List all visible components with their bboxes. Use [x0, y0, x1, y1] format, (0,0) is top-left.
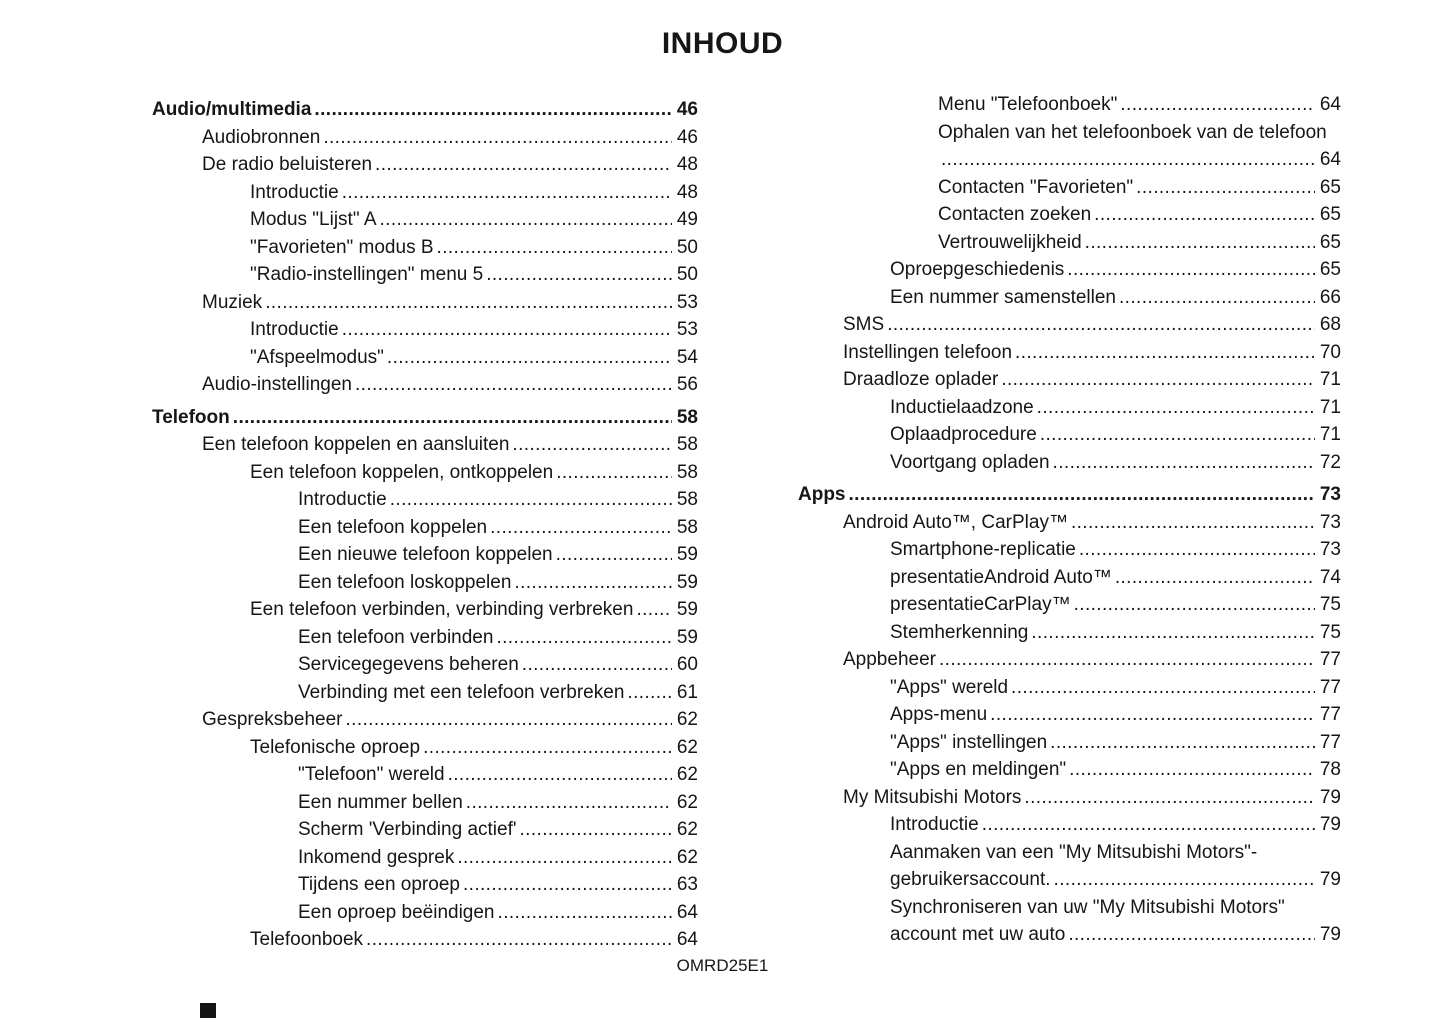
- toc-entry: [798, 339, 1341, 367]
- toc-entry-label: Stemherkenning: [890, 621, 1029, 643]
- page-number: 62: [676, 709, 698, 730]
- toc-entry-label: Vertrouwelijkheid: [938, 231, 1082, 253]
- toc-entry-label: Oplaadprocedure: [890, 424, 1037, 445]
- dot-leader: [457, 844, 672, 872]
- toc-entry-label: Audio/multimedia: [152, 99, 312, 120]
- dot-leader: [939, 646, 1315, 674]
- toc-entry-label: "Telefoon" wereld: [298, 764, 445, 785]
- toc-entry: [798, 481, 1341, 509]
- dot-leader: [390, 486, 672, 514]
- toc-entry-label: Inkomend gesprek: [298, 846, 455, 868]
- dot-leader: [1071, 509, 1315, 537]
- dot-leader: [1040, 421, 1315, 449]
- dot-leader: [1037, 394, 1315, 422]
- toc-entry-label: account met uw auto: [890, 924, 1066, 945]
- toc-entry-label: "Favorieten" modus B: [250, 236, 434, 258]
- page-number: 71: [1319, 369, 1341, 390]
- dot-leader: [342, 179, 672, 207]
- dot-leader: [1053, 449, 1315, 477]
- toc-entry: [798, 229, 1341, 257]
- toc-entry: [798, 91, 1341, 119]
- toc-entry: [152, 261, 698, 289]
- toc-entry: [798, 284, 1341, 312]
- dot-leader: [342, 316, 672, 344]
- toc-entry: [152, 206, 698, 234]
- dot-leader: [345, 706, 671, 734]
- page-number: 64: [676, 901, 698, 923]
- toc-entry-label: Apps-menu: [890, 704, 988, 725]
- page-number: 71: [1319, 424, 1341, 445]
- toc-entry: [152, 816, 698, 844]
- page-number: 58: [676, 489, 698, 510]
- dot-leader: [1120, 91, 1315, 119]
- toc-entry-label: Een telefoon loskoppelen: [298, 571, 512, 593]
- toc-entry-label: Synchroniseren van uw "My Mitsubishi Motors": [890, 896, 1285, 918]
- page-number: 79: [1319, 869, 1341, 890]
- toc-entry: [152, 871, 698, 899]
- toc-entry-label: Introductie: [298, 489, 387, 510]
- toc-entry: [798, 366, 1341, 394]
- toc-entry: [152, 844, 698, 872]
- page-number: 64: [1319, 149, 1341, 170]
- toc-entry: [152, 316, 698, 344]
- dot-leader: [1094, 201, 1315, 229]
- dot-leader: [1074, 591, 1315, 619]
- dot-leader: [380, 206, 672, 234]
- page-number: 79: [1319, 786, 1341, 808]
- page-number: 59: [676, 571, 698, 593]
- page-number: 78: [1319, 759, 1341, 780]
- toc-entry-label: Een telefoon koppelen, ontkoppelen: [250, 461, 554, 483]
- toc-entry: [798, 701, 1341, 729]
- toc-entry-label: Een nummer samenstellen: [890, 286, 1116, 308]
- page-number: 62: [676, 846, 698, 868]
- toc-entry-label: Een telefoon verbinden: [298, 626, 494, 648]
- dot-leader: [323, 124, 672, 152]
- page-number: 62: [676, 736, 698, 758]
- toc-entry: [152, 514, 698, 542]
- page-number: 65: [1319, 259, 1341, 280]
- toc-entry: [798, 784, 1341, 812]
- toc-entry-label: De radio beluisteren: [202, 154, 373, 175]
- toc-entry-label: presentatieCarPlay™: [890, 594, 1071, 615]
- dot-leader: [1136, 174, 1315, 202]
- toc-entry: [152, 706, 698, 734]
- toc-entry: [152, 486, 698, 514]
- dot-leader: [1024, 784, 1314, 812]
- page-number: 46: [676, 99, 698, 120]
- toc-entry-label: Een oproep beëindigen: [298, 901, 495, 923]
- toc-entry: [152, 624, 698, 652]
- dot-leader: [1050, 729, 1315, 757]
- dot-leader: [887, 311, 1315, 339]
- dot-leader: [355, 371, 672, 399]
- page-number: 48: [676, 154, 698, 175]
- toc-entry-label: Aanmaken van een "My Mitsubishi Motors"-: [890, 841, 1258, 863]
- page-number: 46: [676, 126, 698, 148]
- toc-column-left: [152, 91, 698, 954]
- toc-entry-label: Android Auto™, CarPlay™: [843, 511, 1068, 533]
- dot-leader: [636, 596, 671, 624]
- toc-entry-label: Contacten "Favorieten": [938, 176, 1134, 198]
- toc-entry-label: Smartphone-replicatie: [890, 539, 1076, 560]
- dot-leader: [1015, 339, 1315, 367]
- dot-leader: [1115, 564, 1315, 592]
- toc-entry-label: Een nieuwe telefoon koppelen: [298, 544, 553, 565]
- page-number: 77: [1319, 676, 1341, 698]
- dot-leader: [375, 151, 672, 179]
- dot-leader: [522, 651, 672, 679]
- page-number: 48: [676, 181, 698, 203]
- page-number: 74: [1319, 566, 1341, 588]
- page-number: 49: [676, 209, 698, 230]
- page-number: 50: [676, 264, 698, 285]
- dot-leader: [982, 811, 1315, 839]
- toc-entry: [798, 894, 1341, 949]
- page-number: 58: [676, 406, 698, 428]
- page-number: 64: [1319, 94, 1341, 115]
- doc-code: OMRD25E1: [676, 956, 769, 975]
- toc-entry: [798, 564, 1341, 592]
- dot-leader: [849, 481, 1315, 509]
- toc-entry-label: Appbeheer: [843, 649, 936, 670]
- page-number: 58: [676, 434, 698, 455]
- page-number: 73: [1319, 511, 1341, 533]
- dot-leader: [448, 761, 672, 789]
- page-number: 79: [1319, 814, 1341, 835]
- toc-entry-label: Gespreksbeheer: [202, 709, 343, 730]
- dot-leader: [486, 261, 672, 289]
- dot-leader: [941, 146, 1315, 174]
- dot-leader: [498, 899, 672, 927]
- toc-entry: [152, 761, 698, 789]
- dot-leader: [990, 701, 1315, 729]
- toc-entry-label: Modus "Lijst" A: [250, 209, 377, 230]
- toc-entry: [152, 596, 698, 624]
- dot-leader: [1068, 921, 1315, 949]
- toc-entry: [798, 811, 1341, 839]
- page-number: 53: [676, 319, 698, 340]
- dot-leader: [1001, 366, 1315, 394]
- toc-entry-label: Een nummer bellen: [298, 791, 463, 813]
- dot-leader: [1054, 866, 1315, 894]
- toc-entry-label: "Apps en meldingen": [890, 759, 1067, 780]
- page-number: 66: [1319, 286, 1341, 308]
- toc-entry: [152, 541, 698, 569]
- page-number: 75: [1319, 594, 1341, 615]
- dot-leader: [512, 431, 671, 459]
- toc-entry: [798, 591, 1341, 619]
- toc-entry-label: Tijdens een oproep: [298, 874, 460, 895]
- toc-entry-label: presentatieAndroid Auto™: [890, 566, 1112, 588]
- toc-entry-label: Inductielaadzone: [890, 396, 1034, 418]
- dot-leader: [1031, 619, 1314, 647]
- dot-leader: [514, 569, 671, 597]
- toc-entry: [798, 201, 1341, 229]
- page-number: 77: [1319, 649, 1341, 670]
- toc-entry-label: Introductie: [250, 181, 339, 203]
- toc-entry: [152, 124, 698, 152]
- dot-leader: [1085, 229, 1315, 257]
- toc-entry-label: Voortgang opladen: [890, 451, 1050, 473]
- toc-entry-label: gebruikersaccount.: [890, 869, 1051, 890]
- page-number: 75: [1319, 621, 1341, 643]
- toc-entry-label: Telefoonboek: [250, 929, 364, 950]
- toc-entry-label: My Mitsubishi Motors: [843, 786, 1022, 808]
- toc-entry: [152, 371, 698, 399]
- toc-entry: [152, 679, 698, 707]
- page-number: 59: [676, 626, 698, 648]
- page-number: 53: [676, 291, 698, 313]
- toc-entry-label: Audiobronnen: [202, 126, 321, 148]
- toc-entry: [798, 174, 1341, 202]
- toc-entry-label: Een telefoon verbinden, verbinding verbreken: [250, 599, 634, 620]
- toc-entry-label: Introductie: [890, 814, 979, 835]
- toc-entry: [798, 646, 1341, 674]
- page-title: INHOUD: [661, 27, 784, 60]
- page-number: 73: [1319, 539, 1341, 560]
- dot-leader: [1011, 674, 1315, 702]
- toc-entry: [798, 119, 1341, 174]
- toc-entry: [798, 394, 1341, 422]
- toc-entry: [798, 756, 1341, 784]
- page-number: 62: [676, 819, 698, 840]
- toc-entry: [798, 619, 1341, 647]
- dot-leader: [437, 234, 672, 262]
- toc-entry: [152, 569, 698, 597]
- toc-entry: [152, 289, 698, 317]
- dot-leader: [556, 459, 672, 487]
- page-number: 60: [676, 654, 698, 675]
- page-number: 58: [676, 516, 698, 538]
- toc-entry-label: Contacten zoeken: [938, 204, 1092, 225]
- dot-leader: [1067, 256, 1315, 284]
- page-number: 71: [1319, 396, 1341, 418]
- toc-entry-label: SMS: [843, 314, 885, 335]
- toc-entry: [152, 151, 698, 179]
- dot-leader: [490, 514, 672, 542]
- page-number: 72: [1319, 451, 1341, 473]
- toc-entry: [798, 674, 1341, 702]
- toc-entry: [798, 509, 1341, 537]
- toc-entry: [798, 256, 1341, 284]
- toc-entry-label: "Afspeelmodus": [250, 346, 384, 368]
- page-number: 73: [1319, 484, 1341, 505]
- page-number: 68: [1319, 314, 1341, 335]
- toc-entry: [798, 421, 1341, 449]
- page-number: 64: [676, 929, 698, 950]
- dot-leader: [496, 624, 671, 652]
- dot-leader: [556, 541, 672, 569]
- toc-entry: [152, 404, 698, 432]
- dot-leader: [387, 344, 672, 372]
- toc-entry-label: "Radio-instellingen" menu 5: [250, 264, 484, 285]
- toc-entry: [798, 536, 1341, 564]
- dot-leader: [1069, 756, 1315, 784]
- page-number: 58: [676, 461, 698, 483]
- toc-entry: [152, 344, 698, 372]
- toc-entry-label: "Apps" instellingen: [890, 731, 1048, 753]
- toc-entry: [152, 734, 698, 762]
- page-number: 56: [676, 374, 698, 395]
- dot-leader: [1079, 536, 1315, 564]
- dot-leader: [233, 404, 672, 432]
- toc-entry-label: Draadloze oplader: [843, 369, 999, 390]
- toc-entry: [798, 839, 1341, 894]
- page-number: 63: [676, 874, 698, 895]
- toc-entry-label: Muziek: [202, 291, 263, 313]
- toc-entry-label: Servicegegevens beheren: [298, 654, 519, 675]
- toc-entry-label: Scherm 'Verbinding actief': [298, 819, 517, 840]
- page-number: 70: [1319, 341, 1341, 363]
- page-number: 62: [676, 791, 698, 813]
- print-mark: [200, 1003, 216, 1018]
- toc-entry-label: Telefonische oproep: [250, 736, 421, 758]
- page-number: 77: [1319, 731, 1341, 753]
- toc-entry: [152, 234, 698, 262]
- page-number: 59: [676, 544, 698, 565]
- toc-entry-label: Instellingen telefoon: [843, 341, 1013, 363]
- toc-entry: [152, 96, 698, 124]
- toc-entry: [152, 651, 698, 679]
- page-number: 65: [1319, 176, 1341, 198]
- toc-entry-label: Telefoon: [152, 406, 230, 428]
- toc-entry: [798, 311, 1341, 339]
- toc-entry-label: "Apps" wereld: [890, 676, 1009, 698]
- toc-entry: [798, 729, 1341, 757]
- dot-leader: [519, 816, 671, 844]
- toc-entry-label: Verbinding met een telefoon verbreken: [298, 681, 625, 703]
- toc-entry-label: Een telefoon koppelen: [298, 516, 488, 538]
- toc-entry-label: Ophalen van het telefoonboek van de telefoon: [938, 121, 1327, 143]
- toc-entry: [798, 449, 1341, 477]
- page-number: 54: [676, 346, 698, 368]
- page-number: 50: [676, 236, 698, 258]
- dot-leader: [314, 96, 671, 124]
- toc-entry: [152, 926, 698, 954]
- page-number: 59: [676, 599, 698, 620]
- toc-entry-label: Oproepgeschiedenis: [890, 259, 1065, 280]
- toc-entry: [152, 789, 698, 817]
- toc-entry-label: Introductie: [250, 319, 339, 340]
- page-number: 65: [1319, 231, 1341, 253]
- dot-leader: [1119, 284, 1315, 312]
- page-number: 65: [1319, 204, 1341, 225]
- dot-leader: [366, 926, 672, 954]
- toc-entry-label: Een telefoon koppelen en aansluiten: [202, 434, 510, 455]
- page-number: 62: [676, 764, 698, 785]
- page-number: 79: [1319, 924, 1341, 945]
- toc-entry-label: Audio-instellingen: [202, 374, 352, 395]
- toc-entry: [152, 459, 698, 487]
- dot-leader: [423, 734, 672, 762]
- toc-entry-label: Apps: [798, 484, 846, 505]
- toc-entry: [152, 899, 698, 927]
- toc-entry: [152, 179, 698, 207]
- dot-leader: [463, 871, 672, 899]
- toc-entry-label: Menu "Telefoonboek": [938, 94, 1118, 115]
- toc-column-right: [798, 91, 1341, 949]
- page-number: 77: [1319, 704, 1341, 725]
- toc-entry: [152, 431, 698, 459]
- dot-leader: [466, 789, 672, 817]
- dot-leader: [265, 289, 672, 317]
- page-number: 61: [676, 681, 698, 703]
- dot-leader: [627, 679, 671, 707]
